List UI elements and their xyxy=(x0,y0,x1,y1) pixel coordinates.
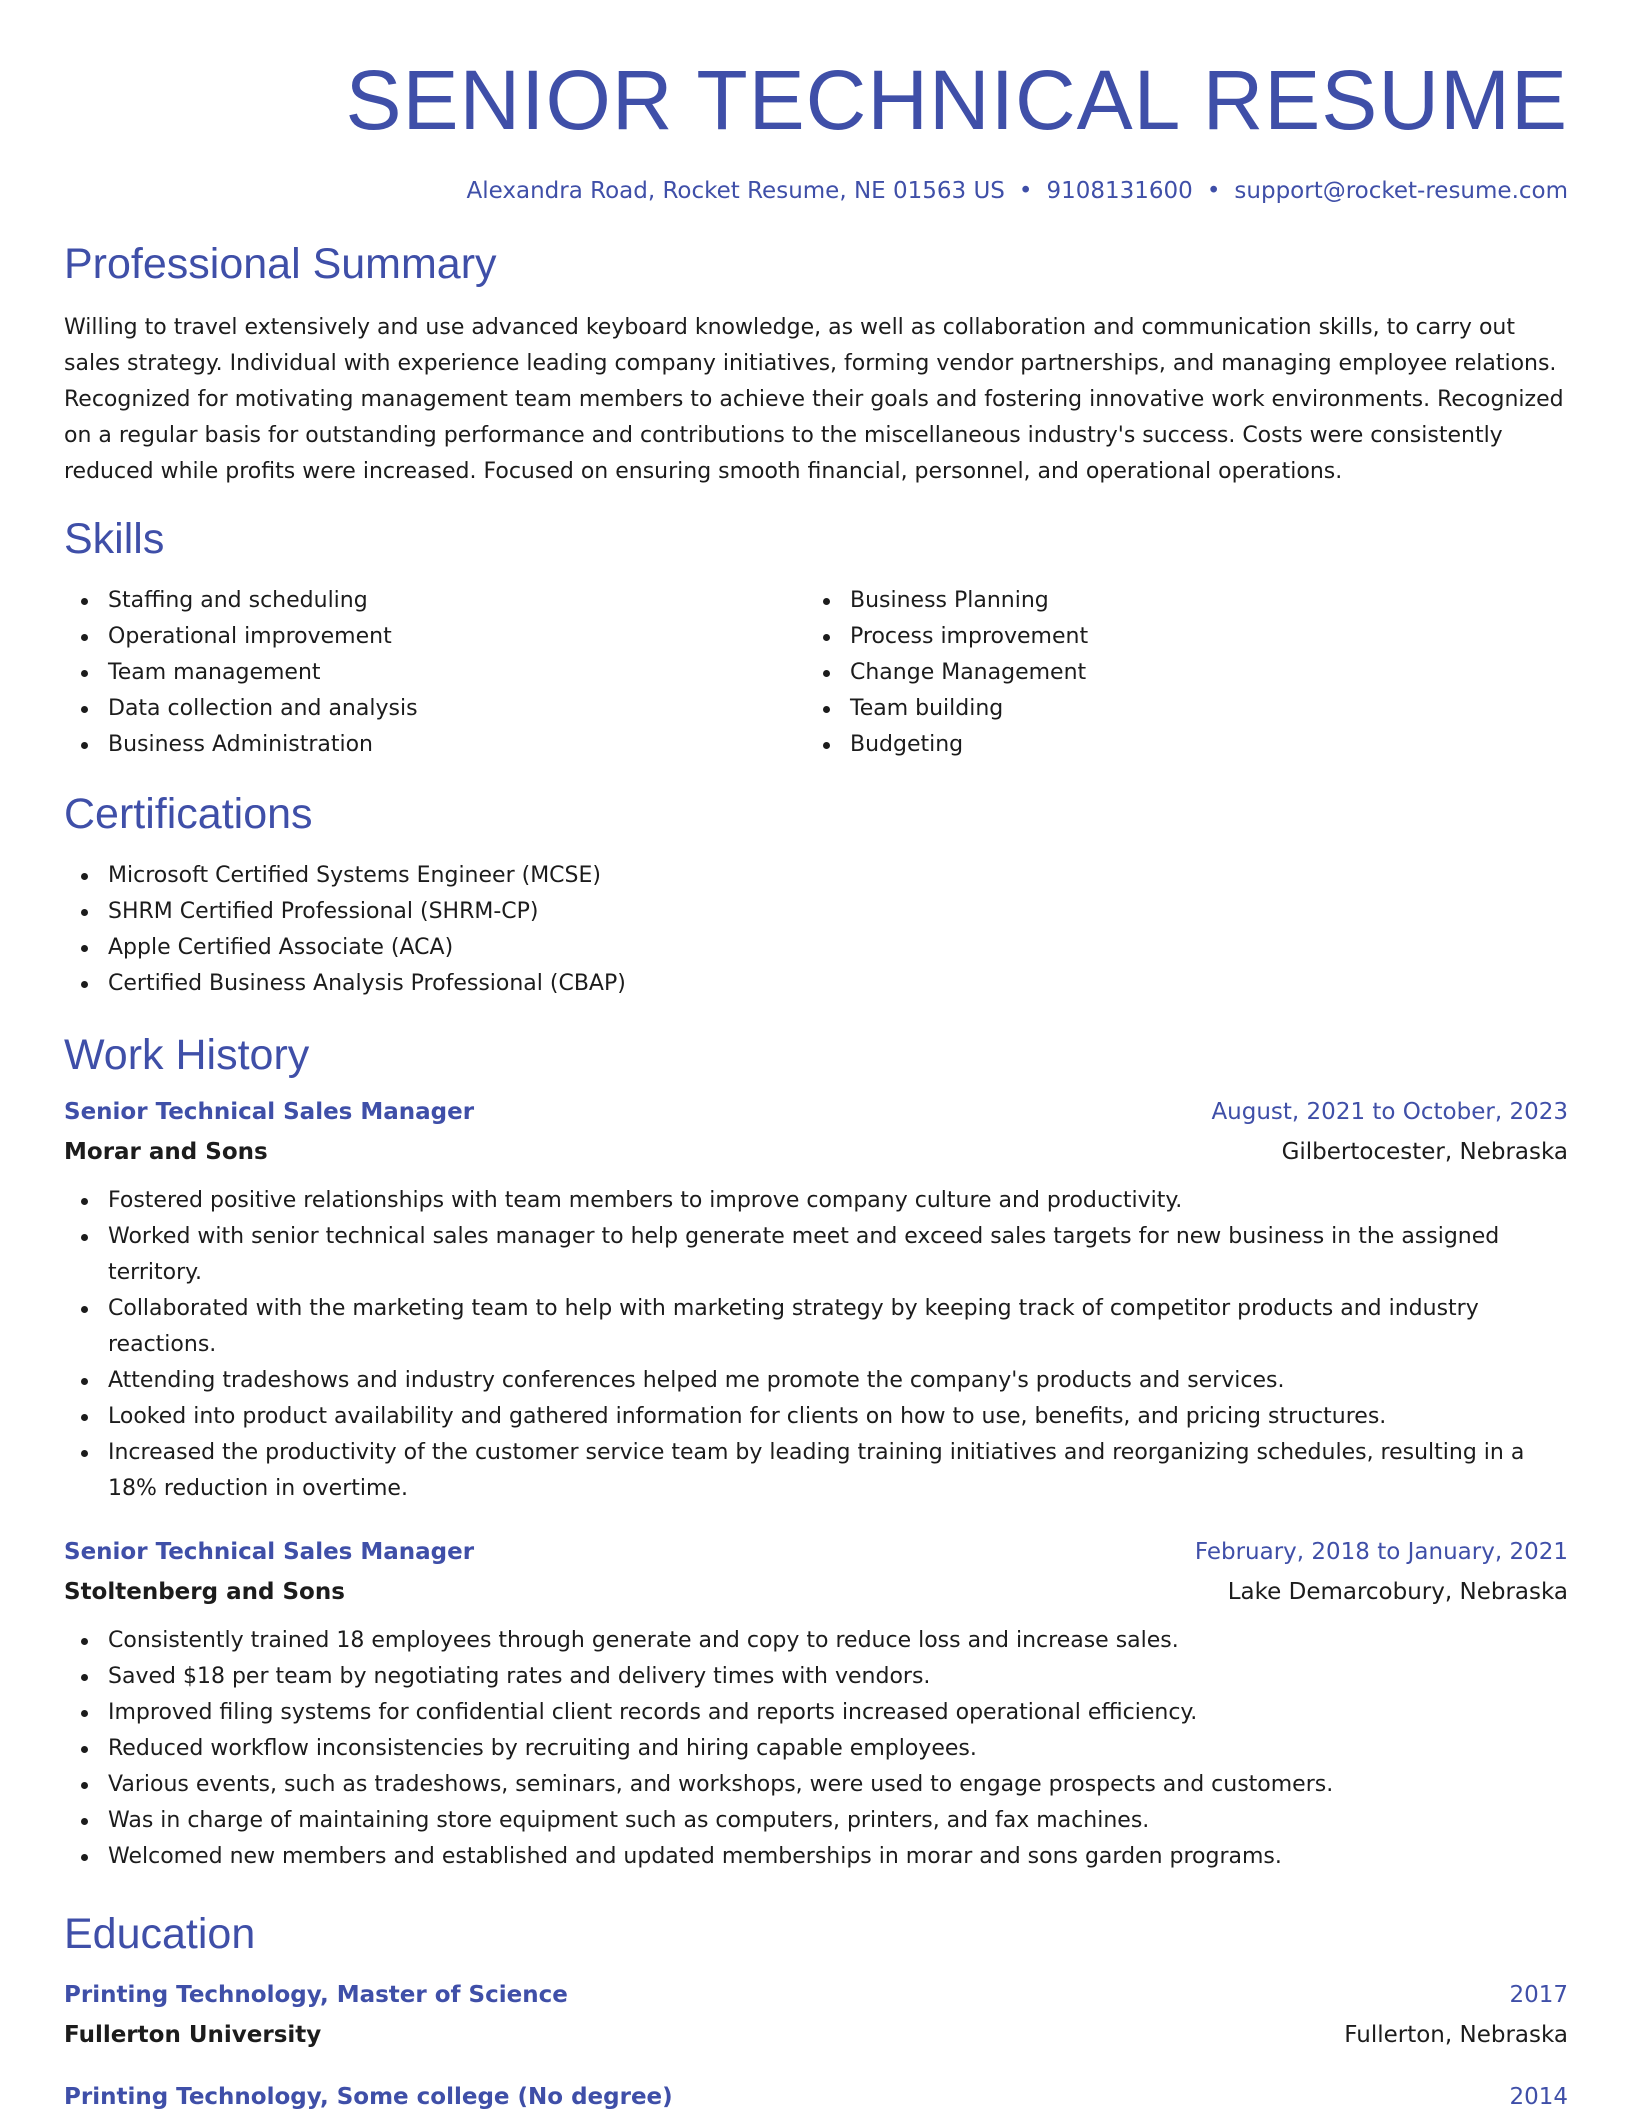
education-degree: Printing Technology, Some college (No degree) xyxy=(64,2084,673,2110)
job-dates: August, 2021 to October, 2023 xyxy=(1211,1099,1568,1125)
resume-title: SENIOR TECHNICAL RESUME xyxy=(345,53,1568,147)
skill-item: Change Management xyxy=(806,655,1548,691)
job-bullet: Looked into product availability and gathered information for clients on how to use, benefits, and pricing structures. xyxy=(64,1399,1568,1435)
job-bullet: Improved filing systems for confidential client records and reports increased operational efficiency. xyxy=(64,1695,1568,1731)
job-location: Gilbertocester, Nebraska xyxy=(1281,1139,1568,1165)
education-year: 2014 xyxy=(1509,2084,1568,2110)
education-entry xyxy=(64,2084,1568,2110)
job-bullet: Various events, such as tradeshows, seminars, and workshops, were used to engage prospects and customers. xyxy=(64,1767,1568,1803)
skill-item: Budgeting xyxy=(806,727,1548,763)
certification-item: Microsoft Certified Systems Engineer (MCSE) xyxy=(64,858,1568,894)
job-bullet: Collaborated with the marketing team to help with marketing strategy by keeping track of competitor products and industry reactions. xyxy=(64,1291,1568,1363)
skills-heading: Skills xyxy=(64,515,165,563)
summary-heading: Professional Summary xyxy=(64,240,497,288)
skill-item: Process improvement xyxy=(806,619,1548,655)
job-dates: February, 2018 to January, 2021 xyxy=(1194,1539,1568,1565)
job-company: Stoltenberg and Sons xyxy=(64,1579,345,1605)
skills-column-right xyxy=(806,583,1548,763)
job-bullets xyxy=(64,1183,1568,1507)
skill-item: Staffing and scheduling xyxy=(64,583,806,619)
job-bullet: Attending tradeshows and industry conferences helped me promote the company's products and services. xyxy=(64,1363,1568,1399)
contact-email[interactable]: support@rocket-resume.com xyxy=(1234,178,1568,204)
job-location: Lake Demarcobury, Nebraska xyxy=(1227,1579,1568,1605)
job-bullet: Fostered positive relationships with team members to improve company culture and productivity. xyxy=(64,1183,1568,1219)
job-entry xyxy=(64,1539,1568,1875)
job-entry xyxy=(64,1099,1568,1507)
skill-item: Data collection and analysis xyxy=(64,691,806,727)
job-bullet: Welcomed new members and established and updated memberships in morar and sons garden programs. xyxy=(64,1839,1568,1875)
job-bullet: Consistently trained 18 employees through generate and copy to reduce loss and increase sales. xyxy=(64,1623,1568,1659)
education-location: Fullerton, Nebraska xyxy=(1344,2022,1568,2048)
certification-item: SHRM Certified Professional (SHRM-CP) xyxy=(64,894,1568,930)
job-bullet: Worked with senior technical sales manager to help generate meet and exceed sales targets for new business in the assigned territory. xyxy=(64,1219,1568,1291)
contact-phone: 9108131600 xyxy=(1046,178,1193,204)
skill-item: Business Administration xyxy=(64,727,806,763)
skill-item: Operational improvement xyxy=(64,619,806,655)
education-degree: Printing Technology, Master of Science xyxy=(64,1982,568,2008)
skills-column-left xyxy=(64,583,806,763)
skills-list xyxy=(64,583,1568,763)
job-bullet: Saved $18 per team by negotiating rates and delivery times with vendors. xyxy=(64,1659,1568,1695)
contact-address: Alexandra Road, Rocket Resume, NE 01563 US xyxy=(466,178,1005,204)
job-bullets xyxy=(64,1623,1568,1875)
job-bullet: Was in charge of maintaining store equipment such as computers, printers, and fax machines. xyxy=(64,1803,1568,1839)
certification-item: Apple Certified Associate (ACA) xyxy=(64,930,1568,966)
certification-item: Certified Business Analysis Professional (CBAP) xyxy=(64,966,1568,1002)
contact-separator: • xyxy=(1018,178,1033,204)
contact-separator: • xyxy=(1206,178,1221,204)
summary-text: Willing to travel extensively and use advanced keyboard knowledge, as well as collaboration and communication skills, to carry out sales strategy. Individual with experience leading company initiatives, forming vendor partnerships, and managing employee relations. Recognized for motivating management team members to achieve their goals and fostering innovative work environments. Recognized on a regular basis for outstanding performance and contributions to the miscellaneous industry's success. Costs were consistently reduced while profits were increased. Focused on ensuring smooth financial, personnel, and operational operations. xyxy=(64,315,1564,484)
job-title: Senior Technical Sales Manager xyxy=(64,1099,475,1125)
skill-item: Team building xyxy=(806,691,1548,727)
job-bullet: Increased the productivity of the customer service team by leading training initiatives and reorganizing schedules, resulting in a 18% reduction in overtime. xyxy=(64,1435,1568,1507)
education-heading: Education xyxy=(64,1910,256,1958)
contact-line xyxy=(64,180,1568,203)
education-school: Fullerton University xyxy=(64,2022,322,2048)
job-title: Senior Technical Sales Manager xyxy=(64,1539,475,1565)
skill-item: Business Planning xyxy=(806,583,1548,619)
job-company: Morar and Sons xyxy=(64,1139,268,1165)
education-year: 2017 xyxy=(1509,1982,1568,2008)
certifications-list xyxy=(64,858,1568,1002)
skill-item: Team management xyxy=(64,655,806,691)
education-entry xyxy=(64,1982,1568,2048)
certifications-heading: Certifications xyxy=(64,790,313,838)
job-bullet: Reduced workflow inconsistencies by recruiting and hiring capable employees. xyxy=(64,1731,1568,1767)
work-history-heading: Work History xyxy=(64,1031,310,1079)
